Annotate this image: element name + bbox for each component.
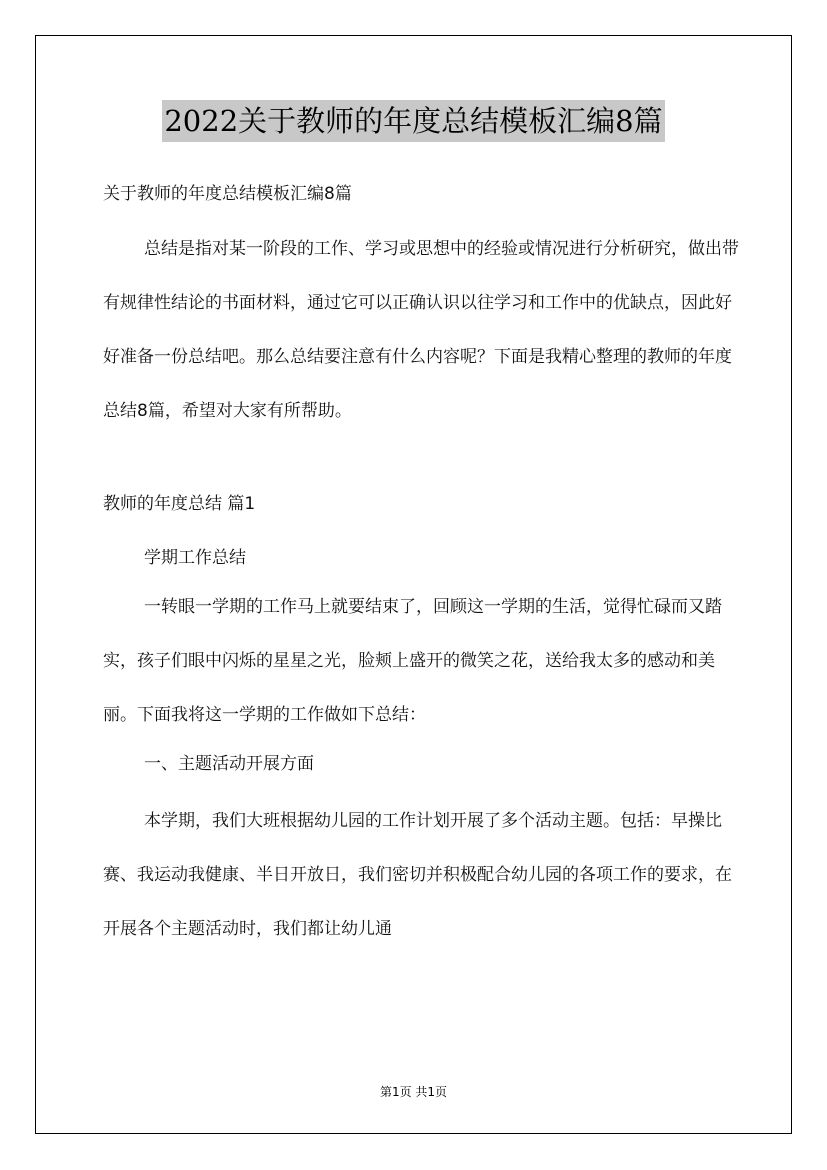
- document-body: [103, 176, 739, 956]
- title-wrapper: [0, 100, 827, 142]
- subtitle: 关于教师的年度总结模板汇编8篇: [103, 184, 352, 204]
- paragraph-2: 本学期，我们大班根据幼儿园的工作计划开展了多个活动主题。包括：早操比赛、我运动我健康、半日开放日，我们密切并积极配合幼儿园的各项工作的要求，在开展各个主题活动时，我们都让幼儿通: [103, 811, 732, 939]
- paragraph-1: 一转眼一学期的工作马上就要结束了，回顾这一学期的生活，觉得忙碌而又踏实，孩子们眼中闪烁的星星之光，脸颊上盛开的微笑之花，送给我太多的感动和美丽。下面我将这一学期的工作做如下总结：: [103, 597, 722, 725]
- section-heading: 教师的年度总结 篇1: [103, 494, 256, 514]
- page-footer: 第1页 共1页: [379, 1085, 448, 1099]
- section-title: 学期工作总结: [144, 548, 246, 568]
- item-1-heading: 一、主题活动开展方面: [144, 754, 314, 774]
- document-title: 2022关于教师的年度总结模板汇编8篇: [162, 100, 664, 142]
- intro-paragraph: 总结是指对某一阶段的工作、学习或思想中的经验或情况进行分析研究，做出带有规律性结论的书面材料，通过它可以正确认识以往学习和工作中的优缺点，因此好好准备一份总结吧。那么总结要注意有什么内容呢？下面是我精心整理的教师的年度总结8篇，希望对大家有所帮助。: [103, 239, 739, 421]
